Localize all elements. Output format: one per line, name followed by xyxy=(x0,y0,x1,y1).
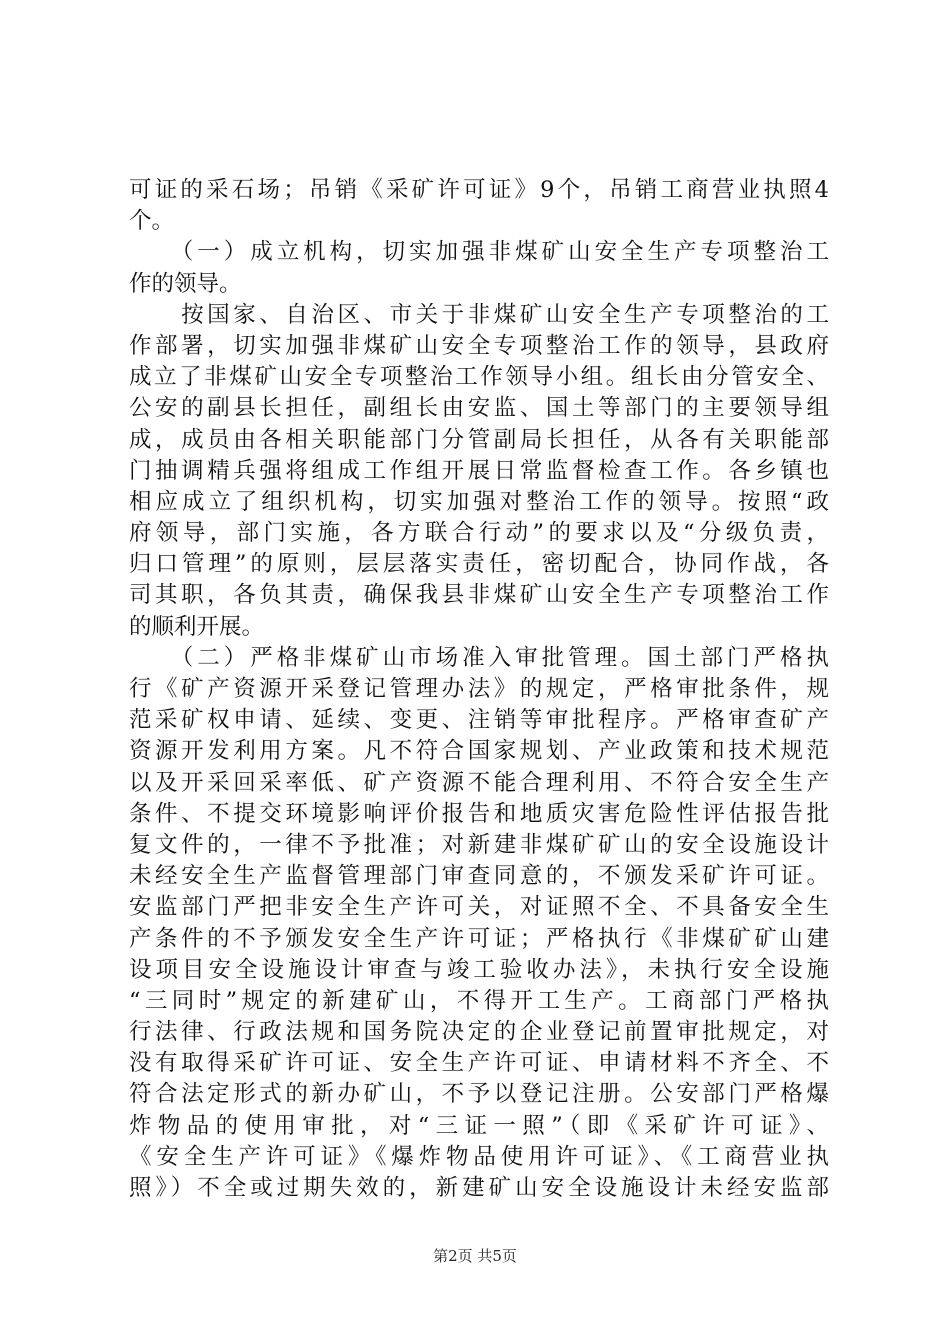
text-line: （二）严格非煤矿山市场准入审批管理。国土部门严格执 xyxy=(129,644,829,671)
text-line: 个。 xyxy=(129,208,175,235)
page-footer: 第2页 共5页 xyxy=(433,1247,517,1265)
text-line: 公安的副县长担任，副组长由安监、国土等部门的主要领导组 xyxy=(129,395,829,422)
text-line: 行法律、行政法规和国务院决定的企业登记前置审批规定，对 xyxy=(129,1019,829,1046)
text-line: 条件、不提交环境影响评价报告和地质灾害危险性评估报告批 xyxy=(129,800,829,827)
text-line: 作部署，切实加强非煤矿山安全专项整治工作的领导，县政府 xyxy=(129,332,829,359)
text-line: 资源开发利用方案。凡不符合国家规划、产业政策和技术规范 xyxy=(129,738,829,765)
text-line: 的顺利开展。 xyxy=(129,613,265,640)
text-line: 符合法定形式的新办矿山，不予以登记注册。公安部门严格爆 xyxy=(129,1081,829,1108)
text-line: 以及开采回采率低、矿产资源不能合理利用、不符合安全生产 xyxy=(129,769,829,796)
text-line: 安监部门严把非安全生产许可关，对证照不全、不具备安全生 xyxy=(129,894,829,921)
text-line: 门抽调精兵强将组成工作组开展日常监督检查工作。各乡镇也 xyxy=(129,457,829,484)
text-line: 成立了非煤矿山安全专项整治工作领导小组。组长由分管安全、 xyxy=(129,364,829,391)
text-line: 归口管理”的原则，层层落实责任，密切配合，协同作战，各 xyxy=(129,551,829,578)
text-line: “三同时”规定的新建矿山，不得开工生产。工商部门严格执 xyxy=(129,987,829,1014)
text-line: 司其职，各负其责，确保我县非煤矿山安全生产专项整治工作 xyxy=(129,582,829,609)
text-line: 成，成员由各相关职能部门分管副局长担任，从各有关职能部 xyxy=(129,426,829,453)
text-line: （一）成立机构，切实加强非煤矿山安全生产专项整治工 xyxy=(129,239,829,266)
text-line: 没有取得采矿许可证、安全生产许可证、申请材料不齐全、不 xyxy=(129,1050,829,1077)
text-line: 可证的采石场；吊销《采矿许可证》9个，吊销工商营业执照4 xyxy=(129,177,829,203)
text-line: 复文件的，一律不予批准；对新建非煤矿矿山的安全设施设计 xyxy=(129,831,829,858)
text-line: 相应成立了组织机构，切实加强对整治工作的领导。按照“政 xyxy=(129,488,829,515)
text-line: 作的领导。 xyxy=(129,270,242,297)
text-line: 按国家、自治区、市关于非煤矿山安全生产专项整治的工 xyxy=(129,301,829,328)
text-line: 府领导，部门实施，各方联合行动”的要求以及“分级负责， xyxy=(129,520,829,547)
text-line: 炸物品的使用审批，对“三证一照”（即《采矿许可证》、 xyxy=(129,1112,829,1139)
text-line: 产条件的不予颁发安全生产许可证；严格执行《非煤矿矿山建 xyxy=(129,925,829,952)
text-line: 设项目安全设施设计审查与竣工验收办法》，未执行安全设施 xyxy=(129,956,829,983)
text-line: 《安全生产许可证》《爆炸物品使用许可证》、《工商营业执 xyxy=(129,1143,829,1170)
text-line: 照》）不全或过期失效的，新建矿山安全设施设计未经安监部 xyxy=(129,1175,829,1201)
text-line: 未经安全生产监督管理部门审查同意的，不颁发采矿许可证。 xyxy=(129,863,829,890)
text-line: 行《矿产资源开采登记管理办法》的规定，严格审批条件，规 xyxy=(129,676,829,702)
document-body xyxy=(129,175,829,1204)
text-line: 范采矿权申请、延续、变更、注销等审批程序。严格审查矿产 xyxy=(129,707,829,734)
